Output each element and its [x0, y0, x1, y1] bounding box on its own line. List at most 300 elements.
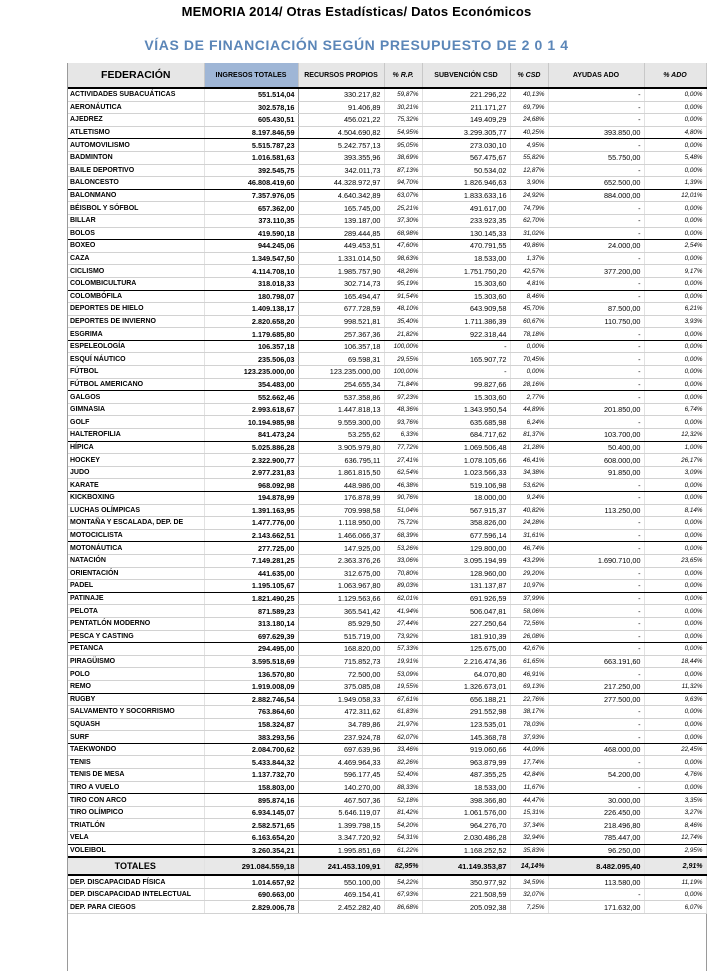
ayudas-ado: 113.580,00 [548, 875, 644, 888]
subvencion-csd: 567.475,67 [422, 151, 510, 164]
table-row [68, 441, 706, 454]
pct-csd: 44,89% [510, 403, 548, 416]
table-row [68, 680, 706, 693]
ingresos-totales: 2.829.006,78 [204, 901, 298, 914]
ayudas-ado: 652.500,00 [548, 177, 644, 190]
pct-rp: 73,92% [384, 630, 422, 643]
pct-rp: 30,21% [384, 101, 422, 114]
recursos-propios: 469.154,41 [298, 888, 384, 901]
subvencion-csd: 145.368,78 [422, 731, 510, 744]
federation-name: BÉISBOL Y SÓFBOL [68, 202, 204, 215]
pct-rp: 82,95% [384, 857, 422, 875]
ayudas-ado: 171.632,00 [548, 901, 644, 914]
table-row [68, 693, 706, 706]
pct-ado: 2,95% [644, 844, 706, 857]
pct-rp: 48,26% [384, 265, 422, 278]
pct-rp: 54,22% [384, 875, 422, 888]
table-row [68, 706, 706, 719]
subvencion-csd: 2.030.486,28 [422, 832, 510, 845]
pct-csd: 78,03% [510, 718, 548, 731]
pct-csd: 0,00% [510, 340, 548, 353]
subvencion-csd: 18.533,00 [422, 781, 510, 794]
pct-csd: 3,90% [510, 177, 548, 190]
ayudas-ado: 201.850,00 [548, 403, 644, 416]
subvencion-csd: 643.909,58 [422, 303, 510, 316]
pct-csd: 31,02% [510, 227, 548, 240]
pct-csd: 61,65% [510, 655, 548, 668]
ayudas-ado: 608.000,00 [548, 454, 644, 467]
table-row [68, 240, 706, 253]
pct-csd: 46,41% [510, 454, 548, 467]
header-pct-rp: % R.P. [384, 63, 422, 88]
ayudas-ado: - [548, 88, 644, 101]
pct-ado: 0,00% [644, 227, 706, 240]
recursos-propios: 342.011,73 [298, 164, 384, 177]
pct-rp: 67,61% [384, 693, 422, 706]
ingresos-totales: 1.195.105,67 [204, 580, 298, 593]
pct-ado: 2,54% [644, 240, 706, 253]
pct-rp: 57,33% [384, 643, 422, 656]
ingresos-totales: 313.180,14 [204, 617, 298, 630]
subvencion-csd: 205.092,38 [422, 901, 510, 914]
subvencion-csd: 125.675,00 [422, 643, 510, 656]
ayudas-ado: 110.750,00 [548, 315, 644, 328]
pct-rp: 88,33% [384, 781, 422, 794]
recursos-propios: 515.719,00 [298, 630, 384, 643]
subvencion-csd: 677.596,14 [422, 529, 510, 542]
subvencion-csd: 1.078.105,66 [422, 454, 510, 467]
recursos-propios: 596.177,45 [298, 769, 384, 782]
pct-ado: 0,00% [644, 366, 706, 379]
subvencion-csd: 491.617,00 [422, 202, 510, 215]
table-row [68, 718, 706, 731]
federation-name: ORIENTACIÓN [68, 567, 204, 580]
ayudas-ado: 8.482.095,40 [548, 857, 644, 875]
recursos-propios: 69.598,31 [298, 353, 384, 366]
ayudas-ado: 55.750,00 [548, 151, 644, 164]
pct-rp: 81,42% [384, 806, 422, 819]
pct-ado: 1,39% [644, 177, 706, 190]
ayudas-ado: 663.191,60 [548, 655, 644, 668]
subvencion-csd: 1.833.633,16 [422, 189, 510, 202]
table-header-row [68, 63, 706, 88]
subvencion-csd: - [422, 366, 510, 379]
ayudas-ado: - [548, 391, 644, 404]
federation-name: HOCKEY [68, 454, 204, 467]
recursos-propios: 715.852,73 [298, 655, 384, 668]
pct-ado: 12,01% [644, 189, 706, 202]
pct-ado: 0,00% [644, 391, 706, 404]
subvencion-csd: 64.070,80 [422, 668, 510, 681]
pct-csd: 44,47% [510, 794, 548, 807]
pct-csd: 40,82% [510, 504, 548, 517]
pct-csd: 44,09% [510, 743, 548, 756]
table-row [68, 567, 706, 580]
report-subtitle: VÍAS DE FINANCIACIÓN SEGÚN PRESUPUESTO DE 2 0 1 4 [144, 37, 569, 53]
table-row [68, 466, 706, 479]
federation-name: PIRAGÜISMO [68, 655, 204, 668]
pct-ado: 0,00% [644, 781, 706, 794]
pct-ado: 6,07% [644, 901, 706, 914]
ayudas-ado: 113.250,00 [548, 504, 644, 517]
table-row [68, 328, 706, 341]
table-row [68, 743, 706, 756]
recursos-propios: 550.100,00 [298, 875, 384, 888]
federation-name: DEPORTES DE INVIERNO [68, 315, 204, 328]
recursos-propios: 365.541,42 [298, 605, 384, 618]
pct-rp: 51,04% [384, 504, 422, 517]
table-row [68, 403, 706, 416]
federation-name: BOXEO [68, 240, 204, 253]
federation-name: KICKBOXING [68, 492, 204, 505]
pct-rp: 25,21% [384, 202, 422, 215]
table-row [68, 605, 706, 618]
pct-csd: 42,57% [510, 265, 548, 278]
pct-csd: 11,67% [510, 781, 548, 794]
recursos-propios: 1.129.563,66 [298, 592, 384, 605]
ayudas-ado: 96.250,00 [548, 844, 644, 857]
table-row [68, 819, 706, 832]
table-row [68, 769, 706, 782]
ayudas-ado: - [548, 114, 644, 127]
pct-ado: 0,00% [644, 542, 706, 555]
recursos-propios: 302.714,73 [298, 277, 384, 290]
federation-name: RUGBY [68, 693, 204, 706]
ayudas-ado: - [548, 781, 644, 794]
federation-name: PELOTA [68, 605, 204, 618]
federation-name: PADEL [68, 580, 204, 593]
pct-csd: 55,82% [510, 151, 548, 164]
ingresos-totales: 5.433.844,32 [204, 756, 298, 769]
table-row [68, 164, 706, 177]
pct-rp: 71,84% [384, 378, 422, 391]
ingresos-totales: 605.430,51 [204, 114, 298, 127]
ingresos-totales: 944.245,06 [204, 240, 298, 253]
ayudas-ado: - [548, 592, 644, 605]
ingresos-totales: 1.016.581,63 [204, 151, 298, 164]
pct-csd: 40,13% [510, 88, 548, 101]
ingresos-totales: 392.545,75 [204, 164, 298, 177]
recursos-propios: 123.235.000,00 [298, 366, 384, 379]
federation-name: AJEDREZ [68, 114, 204, 127]
table-row [68, 202, 706, 215]
table-row [68, 353, 706, 366]
recursos-propios: 140.270,00 [298, 781, 384, 794]
ayudas-ado: - [548, 328, 644, 341]
table-row [68, 592, 706, 605]
federation-name: GOLF [68, 416, 204, 429]
federation-name: SURF [68, 731, 204, 744]
ayudas-ado: - [548, 366, 644, 379]
recursos-propios: 677.728,59 [298, 303, 384, 316]
subvencion-csd: 15.303,60 [422, 277, 510, 290]
federation-name: TIRO A VUELO [68, 781, 204, 794]
pct-rp: 29,55% [384, 353, 422, 366]
ayudas-ado: 91.850,00 [548, 466, 644, 479]
ayudas-ado: - [548, 277, 644, 290]
ayudas-ado: 277.500,00 [548, 693, 644, 706]
ingresos-totales: 2.322.900,77 [204, 454, 298, 467]
table-body [68, 88, 706, 914]
pct-ado: 12,74% [644, 832, 706, 845]
ayudas-ado: - [548, 202, 644, 215]
recursos-propios: 3.905.979,80 [298, 441, 384, 454]
pct-rp: 94,70% [384, 177, 422, 190]
pct-ado: 23,65% [644, 554, 706, 567]
ingresos-totales: 2.084.700,62 [204, 743, 298, 756]
ayudas-ado: - [548, 756, 644, 769]
pct-csd: 37,99% [510, 592, 548, 605]
pct-csd: 60,67% [510, 315, 548, 328]
pct-ado: 0,00% [644, 328, 706, 341]
federation-name: ESPELEOLOGÍA [68, 340, 204, 353]
pct-ado: 0,00% [644, 756, 706, 769]
federation-name: ACTIVIDADES SUBACUÁTICAS [68, 88, 204, 101]
table-row [68, 139, 706, 152]
pct-csd: 8,46% [510, 290, 548, 303]
pct-rp: 87,13% [384, 164, 422, 177]
table-row [68, 794, 706, 807]
ingresos-totales: 7.149.281,25 [204, 554, 298, 567]
subvencion-csd: 398.366,80 [422, 794, 510, 807]
page-title: MEMORIA 2014/ Otras Estadísticas/ Datos Económicos [181, 4, 532, 19]
recursos-propios: 448.986,00 [298, 479, 384, 492]
ingresos-totales: 1.179.685,80 [204, 328, 298, 341]
pct-ado: 0,00% [644, 668, 706, 681]
table-row [68, 114, 706, 127]
federation-name: LUCHAS OLÍMPICAS [68, 504, 204, 517]
ingresos-totales: 968.092,98 [204, 479, 298, 492]
recursos-propios: 4.504.690,82 [298, 126, 384, 139]
ayudas-ado: 377.200,00 [548, 265, 644, 278]
pct-ado: 0,00% [644, 718, 706, 731]
ayudas-ado: 785.447,00 [548, 832, 644, 845]
subvencion-csd: 41.149.353,87 [422, 857, 510, 875]
pct-rp: 62,07% [384, 731, 422, 744]
ingresos-totales: 551.514,04 [204, 88, 298, 101]
ayudas-ado: - [548, 252, 644, 265]
ayudas-ado: - [548, 668, 644, 681]
table-row [68, 227, 706, 240]
ingresos-totales: 5.025.886,28 [204, 441, 298, 454]
pct-ado: 0,00% [644, 592, 706, 605]
ayudas-ado: - [548, 580, 644, 593]
pct-ado: 0,00% [644, 277, 706, 290]
recursos-propios: 165.745,00 [298, 202, 384, 215]
pct-csd: 37,34% [510, 819, 548, 832]
pct-ado: 11,19% [644, 875, 706, 888]
pct-rp: 27,44% [384, 617, 422, 630]
pct-csd: 24,68% [510, 114, 548, 127]
pct-csd: 9,24% [510, 492, 548, 505]
pct-ado: 9,17% [644, 265, 706, 278]
pct-rp: 89,03% [384, 580, 422, 593]
ingresos-totales: 180.798,07 [204, 290, 298, 303]
header-ayudas-ado: AYUDAS ADO [548, 63, 644, 88]
subvencion-csd: 129.800,00 [422, 542, 510, 555]
federation-name: PESCA Y CASTING [68, 630, 204, 643]
table-row [68, 454, 706, 467]
pct-rp: 93,76% [384, 416, 422, 429]
table-row [68, 151, 706, 164]
subvencion-csd: 1.168.252,52 [422, 844, 510, 857]
recursos-propios: 5.646.119,07 [298, 806, 384, 819]
pct-csd: 35,83% [510, 844, 548, 857]
pct-csd: 31,61% [510, 529, 548, 542]
ingresos-totales: 3.260.354,21 [204, 844, 298, 857]
federation-name: AUTOMOVILISMO [68, 139, 204, 152]
federation-name: CAZA [68, 252, 204, 265]
subvencion-csd: 1.343.950,54 [422, 403, 510, 416]
pct-rp: 54,95% [384, 126, 422, 139]
federation-name: FÚTBOL [68, 366, 204, 379]
subvencion-csd: 519.106,98 [422, 479, 510, 492]
federation-name: AERONÁUTICA [68, 101, 204, 114]
table-row [68, 88, 706, 101]
federation-name: VOLEIBOL [68, 844, 204, 857]
pct-ado: 22,45% [644, 743, 706, 756]
ingresos-totales: 123.235.000,00 [204, 366, 298, 379]
pct-rp: 77,72% [384, 441, 422, 454]
ingresos-totales: 697.629,39 [204, 630, 298, 643]
ayudas-ado: 468.000,00 [548, 743, 644, 756]
table-row [68, 781, 706, 794]
ingresos-totales: 871.589,23 [204, 605, 298, 618]
pct-csd: 28,16% [510, 378, 548, 391]
table-row [68, 492, 706, 505]
recursos-propios: 1.399.798,15 [298, 819, 384, 832]
recursos-propios: 1.985.757,90 [298, 265, 384, 278]
pct-rp: 19,91% [384, 655, 422, 668]
pct-csd: 43,29% [510, 554, 548, 567]
recursos-propios: 85.929,50 [298, 617, 384, 630]
pct-csd: 42,84% [510, 769, 548, 782]
ayudas-ado: - [548, 290, 644, 303]
pct-rp: 41,94% [384, 605, 422, 618]
federation-name: BOLOS [68, 227, 204, 240]
subvencion-csd: 1.826.946,63 [422, 177, 510, 190]
ingresos-totales: 1.349.547,50 [204, 252, 298, 265]
recursos-propios: 456.021,22 [298, 114, 384, 127]
ayudas-ado: 87.500,00 [548, 303, 644, 316]
pct-csd: 70,45% [510, 353, 548, 366]
pct-csd: 26,08% [510, 630, 548, 643]
subvencion-csd: 1.751.750,20 [422, 265, 510, 278]
federation-name: MOTOCICLISTA [68, 529, 204, 542]
ingresos-totales: 158.324,87 [204, 718, 298, 731]
pct-csd: 24,92% [510, 189, 548, 202]
pct-rp: 33,46% [384, 743, 422, 756]
table-row [68, 416, 706, 429]
recursos-propios: 1.995.851,69 [298, 844, 384, 857]
pct-csd: 81,37% [510, 429, 548, 442]
subvencion-csd: 123.535,01 [422, 718, 510, 731]
pct-ado: 0,00% [644, 88, 706, 101]
table-row [68, 844, 706, 857]
ayudas-ado: - [548, 353, 644, 366]
federation-name: TIRO CON ARCO [68, 794, 204, 807]
federation-name: JUDO [68, 466, 204, 479]
pct-csd: 21,28% [510, 441, 548, 454]
ingresos-totales: 552.662,46 [204, 391, 298, 404]
table-row [68, 580, 706, 593]
federation-name: DEPORTES DE HIELO [68, 303, 204, 316]
ayudas-ado: - [548, 517, 644, 530]
table-row [68, 315, 706, 328]
pct-ado: 0,00% [644, 416, 706, 429]
pct-rp: 70,80% [384, 567, 422, 580]
table-row [68, 643, 706, 656]
federation-name: HÍPICA [68, 441, 204, 454]
subvencion-csd: 99.827,66 [422, 378, 510, 391]
pct-csd: 4,95% [510, 139, 548, 152]
federation-name: GALGOS [68, 391, 204, 404]
recursos-propios: 257.367,36 [298, 328, 384, 341]
pct-ado: 4,80% [644, 126, 706, 139]
financing-table-sheet [67, 63, 707, 971]
federation-name: TOTALES [68, 857, 204, 875]
federation-name: BALONCESTO [68, 177, 204, 190]
pct-ado: 0,00% [644, 529, 706, 542]
pct-csd: 2,77% [510, 391, 548, 404]
subvencion-csd: 221.508,59 [422, 888, 510, 901]
table-row [68, 366, 706, 379]
pct-ado: 0,00% [644, 353, 706, 366]
pct-rp: 68,39% [384, 529, 422, 542]
pct-rp: 33,06% [384, 554, 422, 567]
recursos-propios: 168.820,00 [298, 643, 384, 656]
ingresos-totales: 2.977.231,83 [204, 466, 298, 479]
pct-ado: 0,00% [644, 492, 706, 505]
subvencion-csd: - [422, 340, 510, 353]
pct-rp: 48,36% [384, 403, 422, 416]
ayudas-ado: - [548, 164, 644, 177]
pct-rp: 95,19% [384, 277, 422, 290]
pct-csd: 17,74% [510, 756, 548, 769]
ayudas-ado: 226.450,00 [548, 806, 644, 819]
federation-name: FÚTBOL AMERICANO [68, 378, 204, 391]
financing-table [68, 63, 707, 914]
pct-ado: 0,00% [644, 101, 706, 114]
ingresos-totales: 657.362,00 [204, 202, 298, 215]
subvencion-csd: 963.879,99 [422, 756, 510, 769]
pct-rp: 100,00% [384, 366, 422, 379]
ingresos-totales: 291.084.559,18 [204, 857, 298, 875]
table-row-discapacidad [68, 875, 706, 888]
pct-ado: 8,46% [644, 819, 706, 832]
pct-csd: 58,06% [510, 605, 548, 618]
federation-name: MOTONÁUTICA [68, 542, 204, 555]
subvencion-csd: 50.534,02 [422, 164, 510, 177]
pct-ado: 3,09% [644, 466, 706, 479]
recursos-propios: 1.949.058,33 [298, 693, 384, 706]
recursos-propios: 537.358,86 [298, 391, 384, 404]
ingresos-totales: 1.137.732,70 [204, 769, 298, 782]
ingresos-totales: 10.194.985,98 [204, 416, 298, 429]
recursos-propios: 147.925,00 [298, 542, 384, 555]
pct-ado: 3,35% [644, 794, 706, 807]
pct-ado: 12,32% [644, 429, 706, 442]
ingresos-totales: 6.934.145,07 [204, 806, 298, 819]
federation-name: BALONMANO [68, 189, 204, 202]
pct-rp: 75,72% [384, 517, 422, 530]
recursos-propios: 472.311,62 [298, 706, 384, 719]
pct-csd: 4,81% [510, 277, 548, 290]
pct-ado: 0,00% [644, 202, 706, 215]
ingresos-totales: 194.878,99 [204, 492, 298, 505]
ingresos-totales: 158.803,00 [204, 781, 298, 794]
pct-rp: 52,40% [384, 769, 422, 782]
